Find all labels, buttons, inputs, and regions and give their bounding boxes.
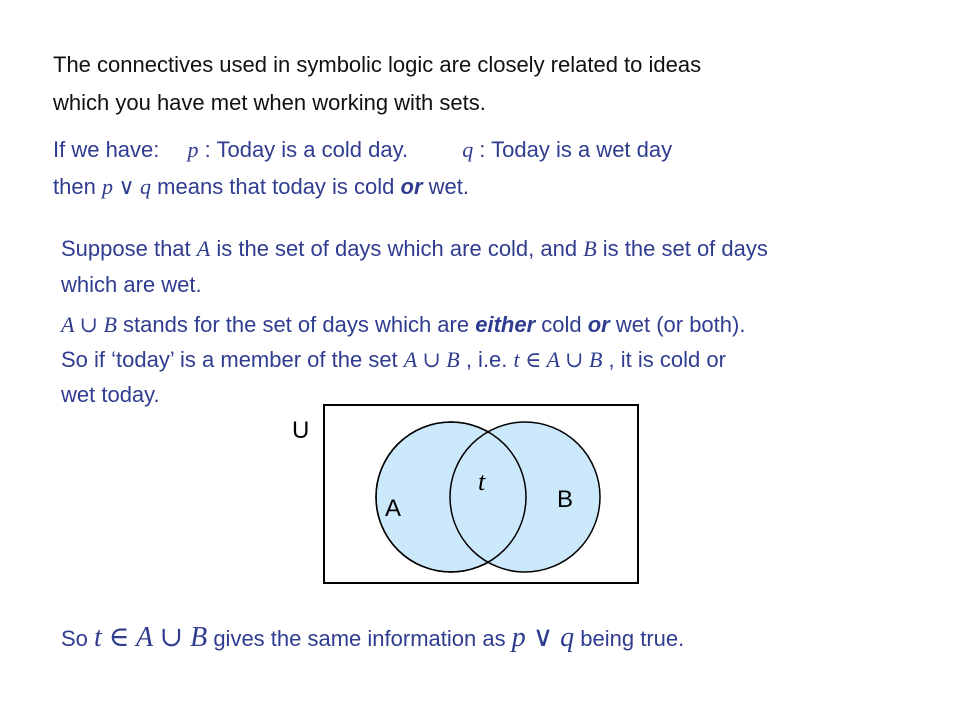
- definitions-lead: If we have:: [53, 137, 160, 162]
- symbol-q: q: [462, 137, 474, 162]
- or-emphasis: or: [587, 312, 610, 337]
- conclusion-so: So: [61, 626, 95, 651]
- set-b-label: B: [557, 486, 574, 513]
- suppose-text: Suppose that: [61, 236, 197, 261]
- suppose-text-3: is the set of days: [596, 236, 768, 261]
- q-definition: Today is a wet day: [491, 137, 673, 162]
- element-t-label: t: [478, 467, 486, 496]
- universe-label: U: [292, 417, 310, 444]
- union-expression: A ∪ B: [403, 347, 460, 372]
- ie-text: , i.e.: [459, 347, 514, 372]
- wet-end-text: wet.: [422, 174, 469, 199]
- intro-line-2: which you have met when working with sets.: [53, 90, 486, 115]
- means-text: means that today is cold: [151, 174, 401, 199]
- p-or-q-expression: p ∨ q: [101, 174, 152, 199]
- so-line-2: wet today.: [61, 382, 160, 407]
- set-a-label: A: [385, 495, 402, 522]
- stands-text: stands for the set of days which are: [116, 312, 476, 337]
- cold-or-text: , it is cold or: [602, 347, 726, 372]
- so-text: So if ‘today’ is a member of the set: [61, 347, 404, 372]
- sets-line-2: which are wet.: [61, 272, 202, 297]
- conclusion-end: being true.: [574, 626, 685, 651]
- set-a-symbol: A: [196, 236, 211, 261]
- conclusion-middle: gives the same information as: [207, 626, 512, 651]
- conclusion-membership: t ∈ A ∪ B: [94, 622, 208, 653]
- colon: :: [198, 137, 217, 162]
- conclusion-line: [61, 622, 684, 655]
- or-emphasis: or: [400, 174, 423, 199]
- membership-expression: t ∈ A ∪ B: [513, 347, 603, 372]
- stands-text-2: cold: [535, 312, 588, 337]
- stands-text-3: wet (or both).: [609, 312, 746, 337]
- set-b-circle: [450, 422, 600, 572]
- union-expression: A ∪ B: [61, 312, 117, 337]
- conclusion-p-or-q: p ∨ q: [511, 622, 575, 653]
- intro-line-1: The connectives used in symbolic logic are closely related to ideas: [53, 52, 702, 77]
- p-definition: Today is a cold day.: [216, 137, 409, 162]
- set-b-symbol: B: [583, 236, 597, 261]
- colon: :: [473, 137, 492, 162]
- either-emphasis: either: [475, 312, 536, 337]
- then-text: then: [53, 174, 102, 199]
- suppose-text-2: is the set of days which are cold, and: [210, 236, 584, 261]
- symbol-p: p: [187, 137, 199, 162]
